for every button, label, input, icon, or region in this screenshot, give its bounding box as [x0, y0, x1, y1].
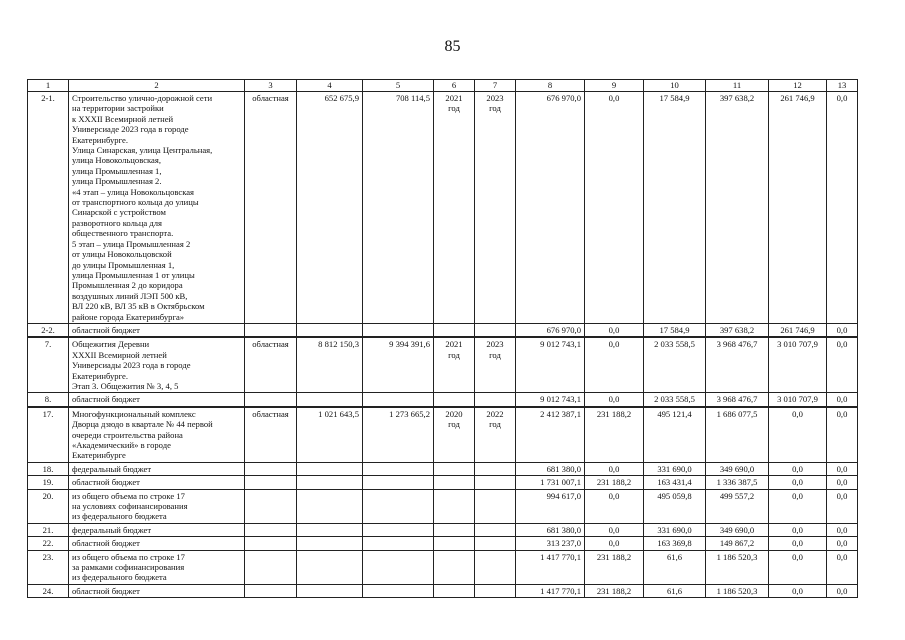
- header-row: [28, 80, 858, 92]
- start-year: 2020 год: [434, 407, 475, 463]
- amount-col-13: 0,0: [827, 393, 858, 407]
- amount-col-12: 0,0: [769, 584, 827, 597]
- current-cost: 708 114,5: [363, 92, 434, 324]
- amount-col-12: 0,0: [769, 489, 827, 523]
- total-amount: 2 412 387,1: [516, 407, 585, 463]
- amount-col-10: 495 059,8: [644, 489, 706, 523]
- start-year: [434, 393, 475, 407]
- amount-col-11: 3 968 476,7: [706, 337, 769, 393]
- table-row: [28, 462, 858, 475]
- amount-col-12: 3 010 707,9: [769, 337, 827, 393]
- table-row: [28, 584, 858, 597]
- amount-col-13: 0,0: [827, 337, 858, 393]
- amount-col-10: 331 690,0: [644, 462, 706, 475]
- estimated-cost: 8 812 150,3: [297, 337, 363, 393]
- table-body: [28, 80, 858, 598]
- current-cost: [363, 393, 434, 407]
- start-year: 2021 год: [434, 92, 475, 324]
- item-description: Общежития Деревни XXXII Всемирной летней Универсиады 2023 года в городе Екатеринбурге. Этап 3. Общежития № 3, 4, 5: [69, 337, 245, 393]
- item-description: областной бюджет: [69, 537, 245, 550]
- amount-col-12: 3 010 707,9: [769, 393, 827, 407]
- item-description: федеральный бюджет: [69, 523, 245, 536]
- amount-col-13: 0,0: [827, 584, 858, 597]
- table-row: [28, 337, 858, 393]
- table-row: [28, 489, 858, 523]
- current-cost: [363, 462, 434, 475]
- row-number: 2-1.: [28, 92, 69, 324]
- estimated-cost: 652 675,9: [297, 92, 363, 324]
- start-year: [434, 523, 475, 536]
- current-cost: [363, 489, 434, 523]
- estimated-cost: [297, 489, 363, 523]
- amount-col-13: 0,0: [827, 407, 858, 463]
- end-year: [475, 489, 516, 523]
- amount-col-12: 261 746,9: [769, 323, 827, 337]
- amount-col-12: 0,0: [769, 537, 827, 550]
- column-header: 13: [827, 80, 858, 92]
- amount-col-10: 2 033 558,5: [644, 337, 706, 393]
- table-row: [28, 537, 858, 550]
- amount-col-13: 0,0: [827, 476, 858, 489]
- item-description: областной бюджет: [69, 584, 245, 597]
- amount-col-10: 61,6: [644, 584, 706, 597]
- amount-col-9: 0,0: [585, 337, 644, 393]
- budget-level: [245, 393, 297, 407]
- amount-col-11: 1 186 520,3: [706, 584, 769, 597]
- budget-table: [27, 79, 858, 598]
- column-header: 8: [516, 80, 585, 92]
- budget-level: [245, 584, 297, 597]
- amount-col-9: 0,0: [585, 537, 644, 550]
- column-header: 2: [69, 80, 245, 92]
- total-amount: 676 970,0: [516, 92, 585, 324]
- column-header: 6: [434, 80, 475, 92]
- total-amount: 1 417 770,1: [516, 550, 585, 584]
- row-number: 24.: [28, 584, 69, 597]
- row-number: 2-2.: [28, 323, 69, 337]
- amount-col-11: 499 557,2: [706, 489, 769, 523]
- estimated-cost: [297, 462, 363, 475]
- amount-col-13: 0,0: [827, 92, 858, 324]
- total-amount: 994 617,0: [516, 489, 585, 523]
- column-header: 10: [644, 80, 706, 92]
- end-year: 2023 год: [475, 92, 516, 324]
- start-year: [434, 476, 475, 489]
- amount-col-10: 495 121,4: [644, 407, 706, 463]
- amount-col-9: 0,0: [585, 523, 644, 536]
- estimated-cost: 1 021 643,5: [297, 407, 363, 463]
- total-amount: 676 970,0: [516, 323, 585, 337]
- total-amount: 681 380,0: [516, 523, 585, 536]
- end-year: [475, 523, 516, 536]
- end-year: [475, 393, 516, 407]
- amount-col-10: 61,6: [644, 550, 706, 584]
- amount-col-11: 397 638,2: [706, 323, 769, 337]
- amount-col-10: 163 431,4: [644, 476, 706, 489]
- amount-col-12: 0,0: [769, 462, 827, 475]
- amount-col-9: 0,0: [585, 489, 644, 523]
- estimated-cost: [297, 537, 363, 550]
- current-cost: 9 394 391,6: [363, 337, 434, 393]
- amount-col-13: 0,0: [827, 489, 858, 523]
- row-number: 23.: [28, 550, 69, 584]
- current-cost: 1 273 665,2: [363, 407, 434, 463]
- total-amount: 1 417 770,1: [516, 584, 585, 597]
- item-description: из общего объема по строке 17 за рамками софинансирования из федерального бюджета: [69, 550, 245, 584]
- amount-col-13: 0,0: [827, 323, 858, 337]
- amount-col-9: 0,0: [585, 393, 644, 407]
- amount-col-10: 331 690,0: [644, 523, 706, 536]
- total-amount: 1 731 007,1: [516, 476, 585, 489]
- estimated-cost: [297, 550, 363, 584]
- column-header: 12: [769, 80, 827, 92]
- end-year: [475, 462, 516, 475]
- amount-col-11: 397 638,2: [706, 92, 769, 324]
- amount-col-9: 231 188,2: [585, 550, 644, 584]
- column-header: 4: [297, 80, 363, 92]
- total-amount: 313 237,0: [516, 537, 585, 550]
- estimated-cost: [297, 476, 363, 489]
- row-number: 8.: [28, 393, 69, 407]
- start-year: [434, 462, 475, 475]
- item-description: Многофункциональный комплекс Дворца дзюдо в квартале № 44 первой очереди строительства района «Академический» в городе Екатеринбурге: [69, 407, 245, 463]
- budget-level: [245, 550, 297, 584]
- estimated-cost: [297, 584, 363, 597]
- budget-level: [245, 523, 297, 536]
- column-header: 5: [363, 80, 434, 92]
- row-number: 17.: [28, 407, 69, 463]
- amount-col-11: 1 686 077,5: [706, 407, 769, 463]
- table-row: [28, 393, 858, 407]
- amount-col-11: 349 690,0: [706, 462, 769, 475]
- budget-level: областная: [245, 407, 297, 463]
- total-amount: 9 012 743,1: [516, 337, 585, 393]
- budget-level: областная: [245, 337, 297, 393]
- budget-level: [245, 476, 297, 489]
- column-header: 11: [706, 80, 769, 92]
- row-number: 20.: [28, 489, 69, 523]
- estimated-cost: [297, 523, 363, 536]
- item-description: областной бюджет: [69, 476, 245, 489]
- column-header: 7: [475, 80, 516, 92]
- amount-col-11: 3 968 476,7: [706, 393, 769, 407]
- current-cost: [363, 537, 434, 550]
- amount-col-12: 261 746,9: [769, 92, 827, 324]
- amount-col-12: 0,0: [769, 523, 827, 536]
- budget-level: [245, 537, 297, 550]
- item-description: федеральный бюджет: [69, 462, 245, 475]
- amount-col-12: 0,0: [769, 476, 827, 489]
- amount-col-11: 1 336 387,5: [706, 476, 769, 489]
- item-description: из общего объема по строке 17 на условиях софинансирования из федерального бюджета: [69, 489, 245, 523]
- amount-col-13: 0,0: [827, 523, 858, 536]
- item-description: Строительство улично-дорожной сети на территории застройки к XXXII Всемирной летней Универсиаде 2023 года в городе Екатеринбурге. Улица Синарская, улица Центральная, улица Новокольцовская, улица Промышленная 1, улица Промышленная 2. «4 этап – улица Новокольцовская от транспортного кольца до улицы Синарской с устройством разворотного кольца для общественного транспорта. 5 этап – улица Промышленная 2 от улицы Новокольцовской до улицы Промышленная 1, улица Промышленная 1 от улицы Промышленная 2 до коридора воздушных линий ЛЭП 500 кВ, ВЛ 220 кВ, ВЛ 35 кВ в Октябрьском районе города Екатеринбурга»: [69, 92, 245, 324]
- column-header: 3: [245, 80, 297, 92]
- page-number: 85: [444, 38, 461, 55]
- amount-col-9: 231 188,2: [585, 584, 644, 597]
- amount-col-13: 0,0: [827, 462, 858, 475]
- end-year: [475, 550, 516, 584]
- amount-col-9: 0,0: [585, 92, 644, 324]
- start-year: [434, 537, 475, 550]
- budget-level: [245, 462, 297, 475]
- item-description: областной бюджет: [69, 323, 245, 337]
- current-cost: [363, 323, 434, 337]
- row-number: 7.: [28, 337, 69, 393]
- table-row: [28, 92, 858, 324]
- amount-col-10: 17 584,9: [644, 92, 706, 324]
- table-row: [28, 407, 858, 463]
- table-row: [28, 523, 858, 536]
- row-number: 18.: [28, 462, 69, 475]
- amount-col-13: 0,0: [827, 550, 858, 584]
- amount-col-10: 17 584,9: [644, 323, 706, 337]
- amount-col-12: 0,0: [769, 550, 827, 584]
- current-cost: [363, 476, 434, 489]
- end-year: 2022 год: [475, 407, 516, 463]
- amount-col-9: 231 188,2: [585, 476, 644, 489]
- budget-level: [245, 489, 297, 523]
- end-year: [475, 537, 516, 550]
- estimated-cost: [297, 393, 363, 407]
- amount-col-9: 0,0: [585, 462, 644, 475]
- end-year: [475, 323, 516, 337]
- start-year: [434, 489, 475, 523]
- item-description: областной бюджет: [69, 393, 245, 407]
- amount-col-9: 0,0: [585, 323, 644, 337]
- amount-col-11: 349 690,0: [706, 523, 769, 536]
- column-header: 9: [585, 80, 644, 92]
- start-year: 2021 год: [434, 337, 475, 393]
- amount-col-11: 1 186 520,3: [706, 550, 769, 584]
- total-amount: 681 380,0: [516, 462, 585, 475]
- end-year: 2023 год: [475, 337, 516, 393]
- row-number: 22.: [28, 537, 69, 550]
- amount-col-12: 0,0: [769, 407, 827, 463]
- budget-level: [245, 323, 297, 337]
- column-header: 1: [28, 80, 69, 92]
- amount-col-9: 231 188,2: [585, 407, 644, 463]
- start-year: [434, 323, 475, 337]
- current-cost: [363, 550, 434, 584]
- start-year: [434, 584, 475, 597]
- end-year: [475, 584, 516, 597]
- start-year: [434, 550, 475, 584]
- amount-col-13: 0,0: [827, 537, 858, 550]
- row-number: 21.: [28, 523, 69, 536]
- table-row: [28, 476, 858, 489]
- end-year: [475, 476, 516, 489]
- amount-col-10: 163 369,8: [644, 537, 706, 550]
- table-row: [28, 550, 858, 584]
- total-amount: 9 012 743,1: [516, 393, 585, 407]
- current-cost: [363, 523, 434, 536]
- row-number: 19.: [28, 476, 69, 489]
- table-row: [28, 323, 858, 337]
- budget-level: областная: [245, 92, 297, 324]
- estimated-cost: [297, 323, 363, 337]
- current-cost: [363, 584, 434, 597]
- amount-col-11: 149 867,2: [706, 537, 769, 550]
- amount-col-10: 2 033 558,5: [644, 393, 706, 407]
